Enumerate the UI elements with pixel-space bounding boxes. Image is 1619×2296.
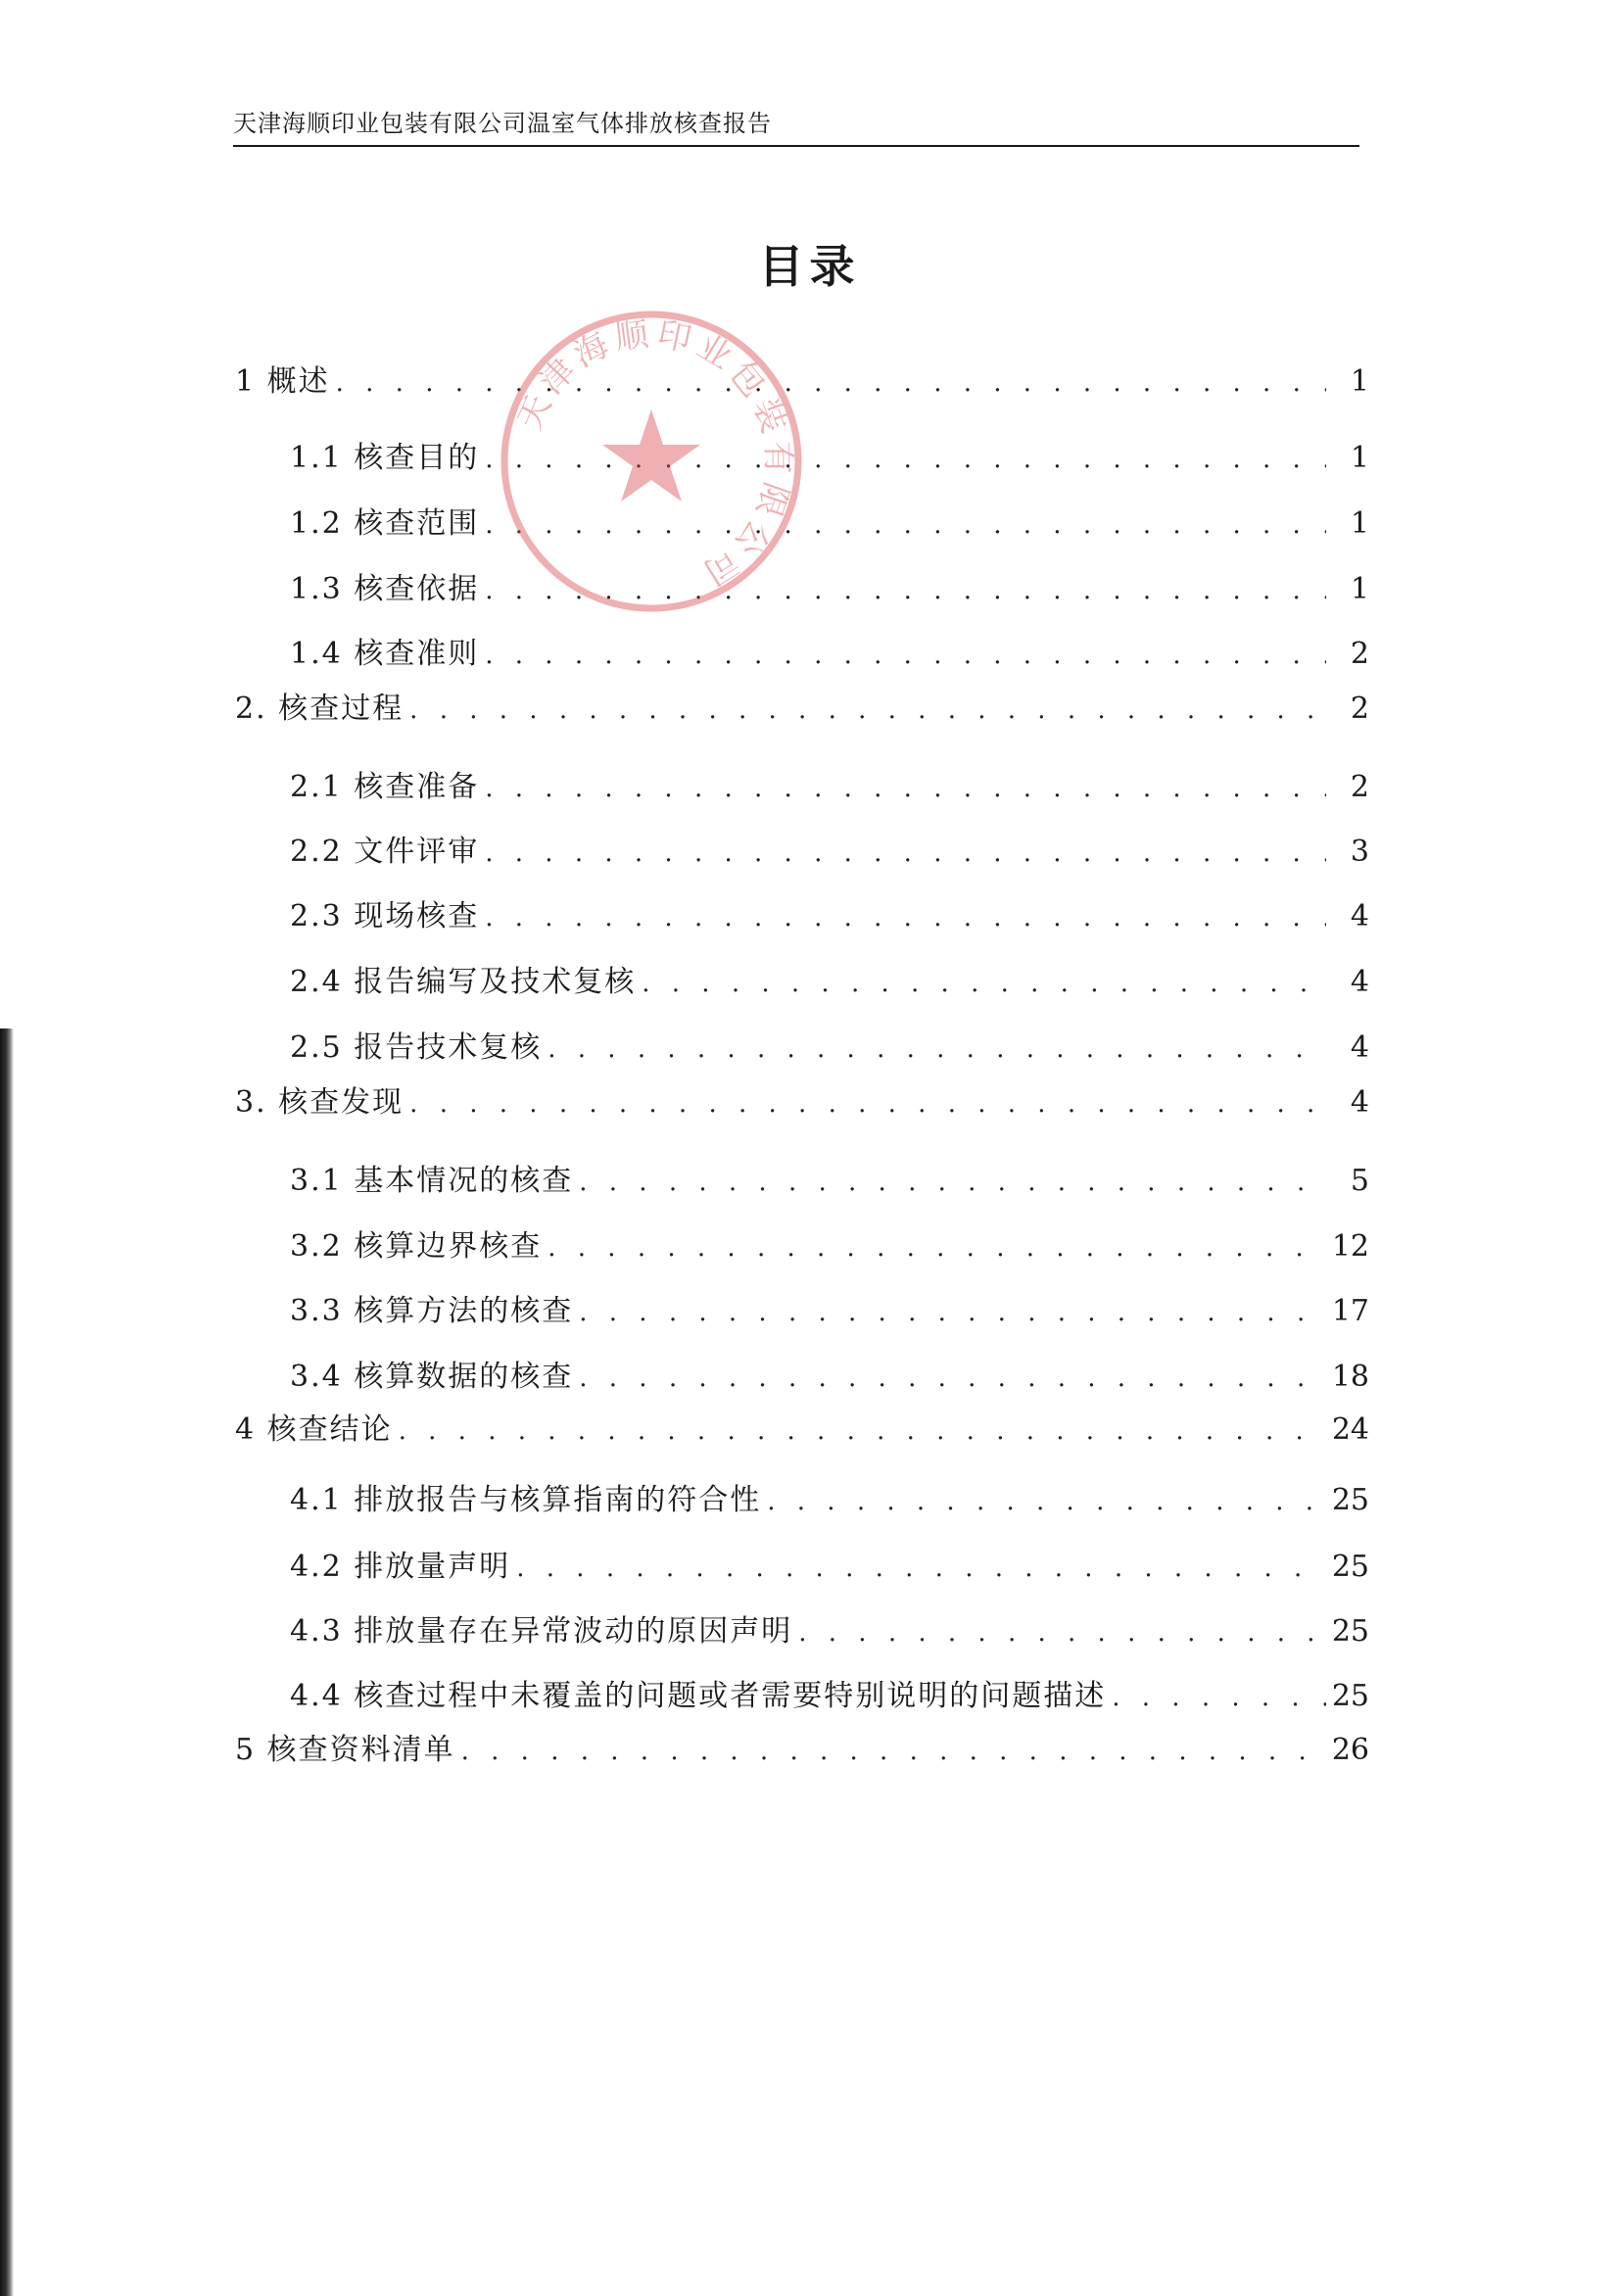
toc-subsection-entry[interactable] (290, 768, 1369, 808)
toc-subsection-entry[interactable] (290, 833, 1369, 873)
toc-entry-label: 3.2 核算边界核查 (290, 1229, 543, 1264)
toc-page-number: 26 (1331, 1733, 1369, 1767)
toc-entry-label: 4.3 排放量存在异常波动的原因声明 (290, 1614, 793, 1649)
toc-dot-leader (579, 1359, 1326, 1398)
toc-page-number: 17 (1331, 1294, 1369, 1328)
toc-page-number: 1 (1350, 506, 1369, 541)
toc-page-number: 4 (1350, 1030, 1369, 1065)
toc-subsection-entry[interactable] (290, 1677, 1369, 1717)
toc-page-number: 4 (1350, 899, 1369, 933)
toc-entry-label: 2.4 报告编写及技术复核 (290, 965, 637, 999)
toc-entry-label: 1.4 核查准则 (290, 637, 480, 671)
stamp-star-icon (602, 409, 700, 502)
toc-subsection-entry[interactable] (290, 1548, 1369, 1588)
toc-entry-label: 4.2 排放量声明 (290, 1550, 511, 1584)
toc-subsection-entry[interactable] (290, 1358, 1369, 1398)
toc-entry-label: 4 核查结论 (235, 1412, 393, 1447)
toc-page-number: 2 (1350, 692, 1369, 726)
toc-entry-label: 5 核查资料清单 (235, 1733, 455, 1767)
toc-subsection-entry[interactable] (290, 963, 1369, 1003)
company-seal-stamp (490, 300, 813, 623)
toc-entry-label: 3.1 基本情况的核查 (290, 1164, 574, 1198)
toc-entry-label: 2.5 报告技术复核 (290, 1030, 543, 1065)
stamp-text: 天津海顺印业包装有限公司 (509, 313, 798, 596)
toc-subsection-entry[interactable] (290, 897, 1369, 937)
toc-page-number: 25 (1331, 1614, 1369, 1649)
toc-entry-label: 2.2 文件评审 (290, 835, 480, 869)
toc-dot-leader (579, 1293, 1326, 1332)
toc-page-number: 25 (1331, 1679, 1369, 1713)
toc-page-number: 2 (1350, 770, 1369, 804)
toc-subsection-entry[interactable] (290, 635, 1369, 675)
toc-dot-leader (409, 691, 1326, 730)
toc-entry-label: 1.2 核查范围 (290, 506, 480, 541)
toc-page-number: 1 (1350, 572, 1369, 606)
toc-entry-label: 4.4 核查过程中未覆盖的问题或者需要特别说明的问题描述 (290, 1679, 1107, 1713)
toc-dot-leader (548, 1029, 1326, 1069)
toc-entry-label: 1.1 核查目的 (290, 441, 480, 475)
toc-entry-label: 3.4 核算数据的核查 (290, 1360, 574, 1394)
toc-dot-leader (642, 964, 1326, 1003)
toc-page-number: 12 (1331, 1229, 1369, 1264)
toc-entry-label: 2. 核查过程 (235, 692, 405, 726)
toc-dot-leader (399, 1411, 1326, 1451)
toc-subsection-entry[interactable] (290, 1162, 1369, 1202)
toc-page-number: 2 (1350, 637, 1369, 671)
toc-page-number: 1 (1350, 441, 1369, 475)
toc-dot-leader (461, 1732, 1326, 1771)
toc-dot-leader (798, 1613, 1326, 1652)
toc-section-entry[interactable] (235, 1083, 1369, 1124)
toc-dot-leader (485, 769, 1326, 808)
toc-dot-leader (548, 1228, 1326, 1268)
toc-section-entry[interactable] (235, 1731, 1369, 1771)
toc-entry-label: 1 概述 (235, 364, 330, 399)
toc-subsection-entry[interactable] (290, 1481, 1369, 1521)
toc-entry-label: 2.1 核查准备 (290, 770, 480, 804)
toc-entry-label: 4.1 排放报告与核算指南的符合性 (290, 1483, 762, 1517)
toc-subsection-entry[interactable] (290, 1227, 1369, 1268)
toc-page-number: 1 (1350, 364, 1369, 399)
toc-dot-leader (767, 1482, 1326, 1521)
toc-entry-label: 1.3 核查依据 (290, 572, 480, 606)
toc-entry-label: 2.3 现场核查 (290, 899, 480, 933)
toc-entry-label: 3.3 核算方法的核查 (290, 1294, 574, 1328)
toc-entry-label: 3. 核查发现 (235, 1085, 405, 1120)
toc-section-entry[interactable] (235, 1411, 1369, 1451)
toc-dot-leader (579, 1163, 1326, 1202)
toc-subsection-entry[interactable] (290, 570, 1369, 610)
header-rule (233, 145, 1359, 147)
toc-page-number: 5 (1350, 1164, 1369, 1198)
toc-dot-leader (1112, 1678, 1326, 1717)
toc-subsection-entry[interactable] (290, 504, 1369, 545)
toc-title: 目录 (758, 240, 861, 293)
toc-page-number: 25 (1331, 1550, 1369, 1584)
toc-page-number: 4 (1350, 965, 1369, 999)
toc-dot-leader (485, 834, 1326, 873)
toc-subsection-entry[interactable] (290, 439, 1369, 479)
toc-subsection-entry[interactable] (290, 1292, 1369, 1332)
toc-page-number: 24 (1331, 1412, 1369, 1447)
toc-page-number: 3 (1350, 835, 1369, 869)
toc-subsection-entry[interactable] (290, 1612, 1369, 1652)
scan-edge-shadow (0, 1028, 14, 2296)
toc-dot-leader (485, 898, 1326, 937)
toc-dot-leader (516, 1549, 1326, 1588)
page-header: 天津海顺印业包装有限公司温室气体排放核查报告 (233, 110, 772, 137)
toc-page-number: 4 (1350, 1085, 1369, 1120)
toc-page-number: 25 (1331, 1483, 1369, 1517)
toc-page-number: 18 (1331, 1360, 1369, 1394)
toc-dot-leader (485, 636, 1326, 675)
toc-subsection-entry[interactable] (290, 1028, 1369, 1069)
toc-dot-leader (409, 1084, 1326, 1124)
toc-section-entry[interactable] (235, 690, 1369, 730)
toc-dot-leader (336, 363, 1326, 403)
